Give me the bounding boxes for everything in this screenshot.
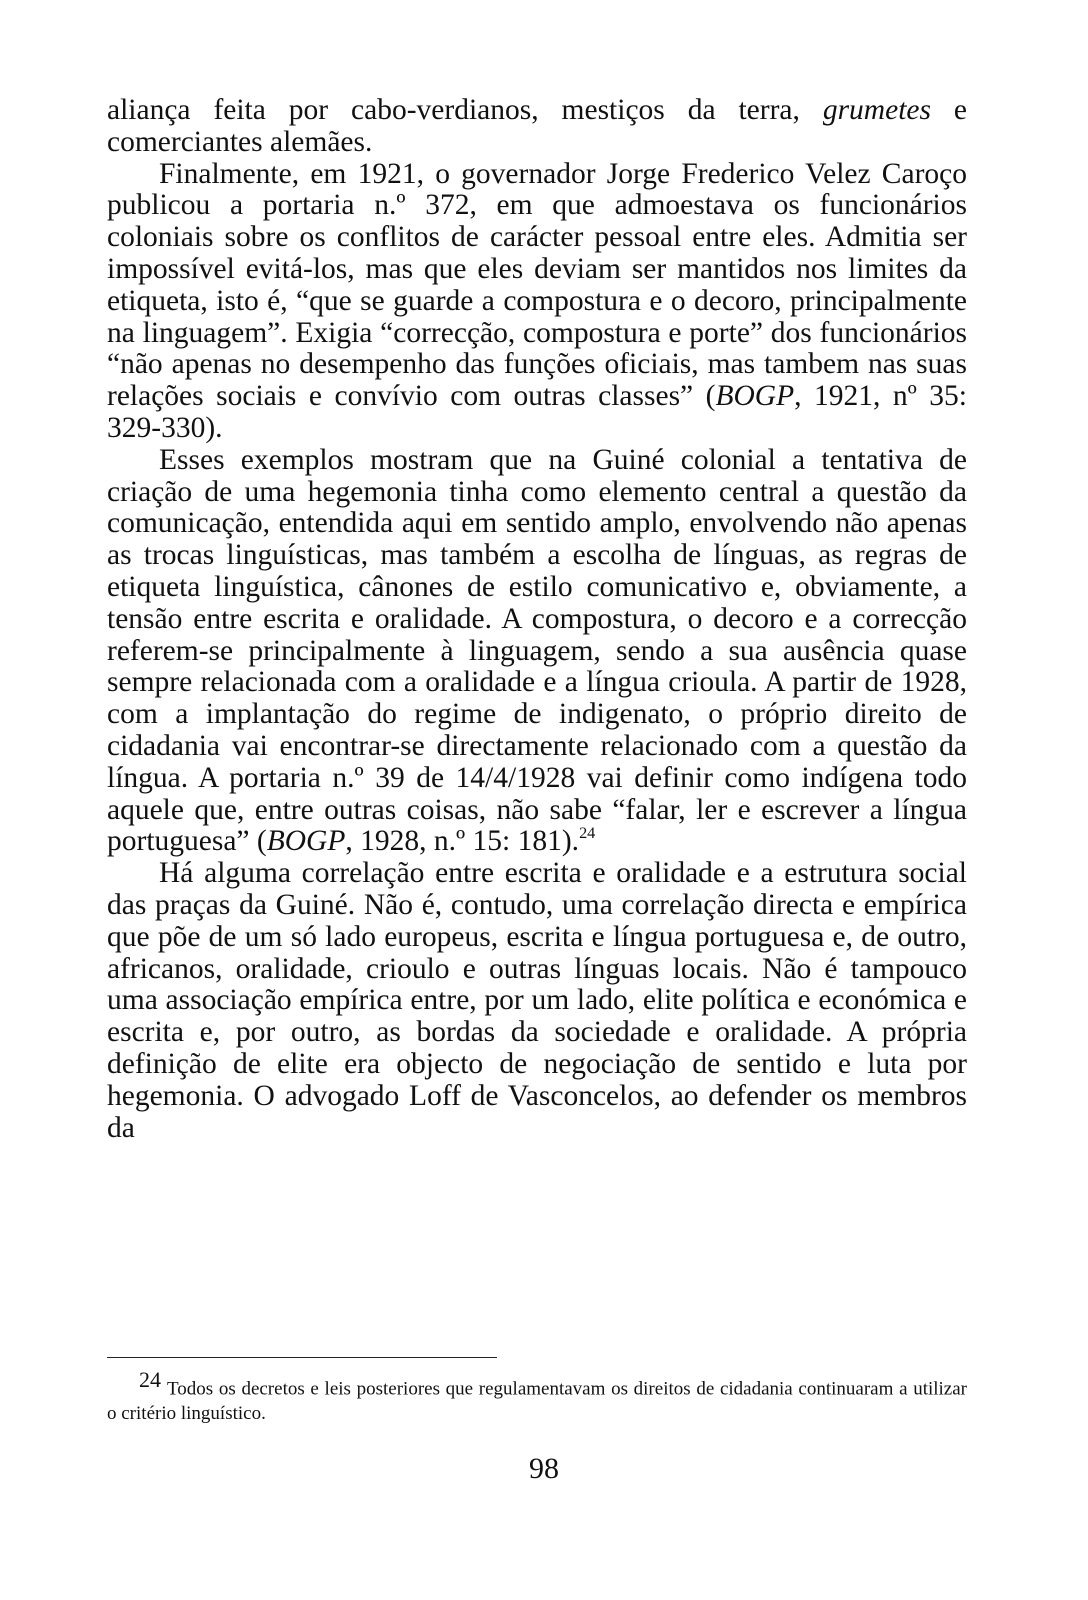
paragraph-text: aliança feita por cabo-verdianos, mestiços da terra, <box>107 94 823 126</box>
paragraph-text: Finalmente, em 1921, o governador Jorge Frederico Velez Caroço publicou a portaria n.º 372, em que admoestava os funcionários coloniais sobre os conflitos de carácter pessoal entre eles. Admitia ser impossível evitá-los, mas que eles deviam ser mantidos nos limites da etiqueta, isto é, “que se guarde a compostura e o decoro, principalmente na linguagem”. Exigia “correcção, compostura e porte” dos funcionários “não apenas no desempenho das funções oficiais, mas tambem nas suas relações sociais e convívio com outras classes” ( <box>107 157 967 413</box>
footnote-number: 24 <box>139 1367 161 1392</box>
paragraph-2 <box>107 159 967 445</box>
paragraph-text: Há alguma correlação entre escrita e oralidade e a estrutura social das praças da Guiné. Não é, contudo, uma correlação directa e empírica que põe de um só lado europeus, escrita e língua portuguesa e, de outro, africanos, oralidade, crioulo e outras línguas locais. Não é tampouco uma associação empírica entre, por um lado, elite política e económica e escrita e, por outro, as bordas da sociedade e oralidade. A própria definição de elite era objecto de negociação de sentido e luta por hegemonia. O advogado Loff de Vasconcelos, ao defender os membros da <box>107 857 967 1144</box>
body-text <box>107 95 967 1144</box>
citation-source: BOGP <box>715 380 795 413</box>
footnote-separator <box>107 1357 497 1358</box>
italic-term: grumetes <box>822 94 931 126</box>
paragraph-text: e comerciantes alemães. <box>107 94 967 158</box>
paragraph-text: Esses exemplos mostram que na Guiné colonial a tentativa de criação de uma hegemonia tinha como elemento central a questão da comunicação, entendida aqui em sentido amplo, envolvendo não apenas as trocas linguísticas, mas também a escolha de línguas, as regras de etiqueta linguística, cânones de estilo comunicativo e, obviamente, a tensão entre escrita e oralidade. A compostura, o decoro e a correcção referem-se principalmente à linguagem, sendo a sua ausência quase sempre relacionada com a oralidade e a língua crioula. A partir de 1928, com a implantação do regime de indigenato, o próprio direito de cidadania vai encontrar-se directamente relacionado com a questão da língua. A portaria n.º 39 de 14/4/1928 vai definir como indígena todo aquele que, entre outras coisas, não sabe “falar, ler e escrever a língua portuguesa” ( <box>107 443 967 858</box>
paragraph-1 <box>107 95 967 159</box>
paragraph-4 <box>107 858 967 1144</box>
page-number: 98 <box>529 1452 559 1485</box>
citation-source: BOGP <box>266 825 346 858</box>
footnote-reference[interactable]: 24 <box>579 824 596 843</box>
footnote-text: Todos os decretos e leis posteriores que regulamentavam os direitos de cidadania continuaram a utilizar o critério linguístico. <box>107 1378 967 1424</box>
paragraph-3 <box>107 445 967 858</box>
footnote <box>107 1368 967 1426</box>
paragraph-text: , 1921, nº 35: 329-330). <box>107 380 967 444</box>
paragraph-text: , 1928, n.º 15: 181). <box>345 825 580 858</box>
